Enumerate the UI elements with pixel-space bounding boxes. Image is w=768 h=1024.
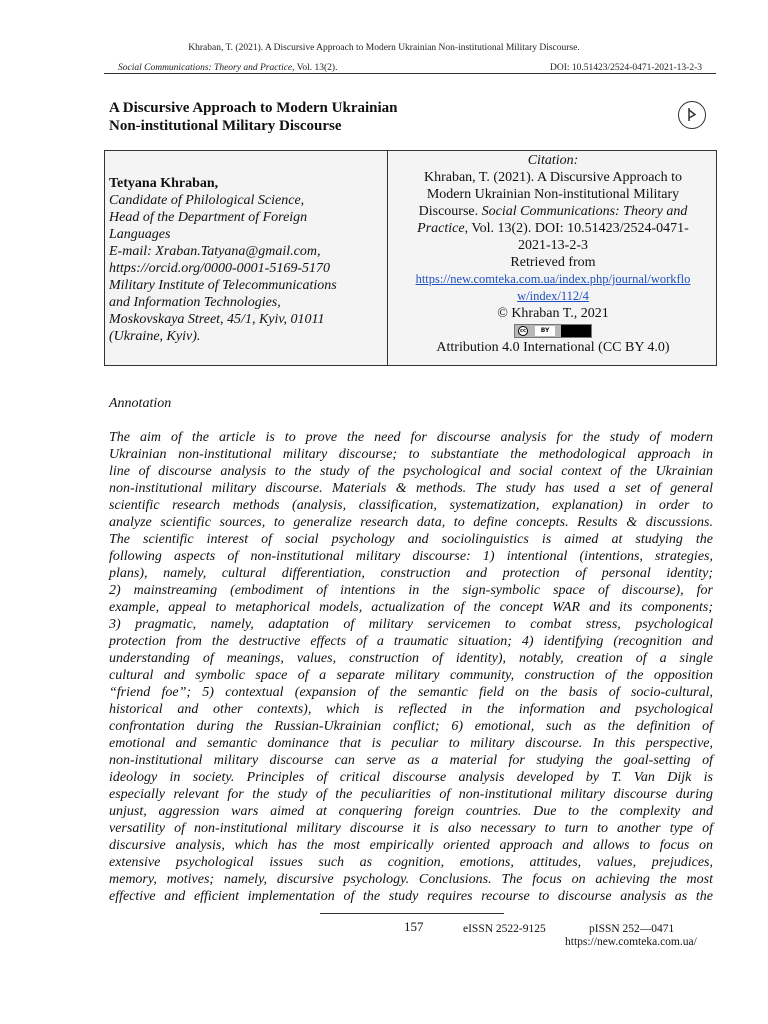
annotation-body <box>109 429 713 905</box>
article-title-line-2: Non-institutional Military Discourse <box>109 118 342 134</box>
abstract-line: extensive psychological issues such as cognition, emotions, attitudes, values, prejudices, <box>109 855 713 870</box>
article-doi: DOI: 10.51423/2524-0471-2021-13-2-3 <box>550 63 702 73</box>
cc-logo-icon: cc <box>518 326 528 336</box>
author-institution-cont: and Information Technologies, <box>109 295 281 310</box>
journal-url[interactable]: https://new.comteka.com.ua/ <box>565 936 697 948</box>
crossmark-icon[interactable] <box>678 101 706 129</box>
abstract-line: The aim of the article is to prove the need for discourse analysis for the study of modern <box>109 430 713 445</box>
annotation-heading: Annotation <box>109 396 172 411</box>
author-citation-table <box>104 150 717 366</box>
citation-url-line-1[interactable]: https://new.comteka.com.ua/index.php/journal/workflo <box>415 272 691 286</box>
abstract-line: emotional and semantic dominance that is peculiar to military discourse. In this perspective, <box>109 736 713 751</box>
abstract-line: protection from the destructive effects of a traumatic situation; 4) identifying (recognition and <box>109 634 713 649</box>
license-text: Attribution 4.0 International (CC BY 4.0) <box>436 340 670 355</box>
abstract-line: effective and efficient implementation of the study requires recourse to discourse analysis as the <box>109 889 713 904</box>
citation-volume-doi: , Vol. 13(2). DOI: 10.51423/2524-0471- <box>464 221 689 236</box>
abstract-line: line of discourse analysis to the study of the psychological and social context of the Ukrainian <box>109 464 713 479</box>
abstract-line: 3) pragmatic, namely, adaptation of military servicemen to combat stress, psychological <box>109 617 713 632</box>
author-location: (Ukraine, Kyiv). <box>109 329 201 344</box>
author-orcid[interactable]: https://orcid.org/0000-0001-5169-5170 <box>109 261 331 276</box>
abstract-line: especially relevant for the study of the peculiarities of non-institutional military discourse during <box>109 787 713 802</box>
abstract-line: understanding of meanings, values, construction of identity), notably, creation of a single <box>109 651 713 666</box>
author-name: Tetyana Khraban, <box>109 176 219 191</box>
pissn: pISSN 252—0471 <box>589 923 675 935</box>
abstract-line: “friend foe”; 5) contextual (expansion of the semantic field on the basis of socio-cultural, <box>109 685 713 700</box>
license-badge-row <box>393 322 713 339</box>
article-title-line-1: A Discursive Approach to Modern Ukrainian <box>109 100 398 116</box>
page-number: 157 <box>404 919 424 934</box>
citation-info <box>393 152 713 356</box>
journal-volume: , Vol. 13(2). <box>292 63 338 73</box>
abstract-line: versatility of non-institutional military discourse it is also necessary to turn to another type of <box>109 821 713 836</box>
abstract-line: non-institutional military discourse can serve as a material for studying the goal-setting of <box>109 753 713 768</box>
abstract-line: example, appeal to metaphorical models, actualization of the concept WAR and its components; <box>109 600 713 615</box>
author-position-cont: Languages <box>109 227 171 242</box>
author-position: Head of the Department of Foreign <box>109 210 308 225</box>
citation-url-line-2[interactable]: w/index/112/4 <box>517 289 589 303</box>
abstract-line: scientific research methods (analysis, classification, systematization, explanation) in order to <box>109 498 713 513</box>
abstract-line: cultural and symbolic space of a separate military community, construction of the opposition <box>109 668 713 683</box>
abstract-line: analyze scientific sources, to generalize research data, to define concepts. Results & discussions. <box>109 515 713 530</box>
author-address: Moskovskaya Street, 45/1, Kyiv, 01011 <box>109 312 325 327</box>
author-institution: Military Institute of Telecommunications <box>109 278 337 293</box>
abstract-line: historical and other contexts), which is reflected in the information and psychological <box>109 702 713 717</box>
abstract-line: ideology in society. Principles of critical discourse analysis developed by T. Van Dijk is <box>109 770 713 785</box>
citation-line-2: Modern Ukrainian Non-institutional Military <box>426 187 680 202</box>
abstract-line: discursive analysis, which has the most empirically oriented approach and allows to focus on <box>109 838 713 853</box>
citation-retrieved: Retrieved from <box>510 255 596 270</box>
citation-label: Citation: <box>527 153 579 168</box>
citation-line-4 <box>393 220 713 237</box>
cc-by-label: BY <box>535 326 555 336</box>
citation-journal-name-cont: Practice <box>417 221 465 236</box>
citation-line-3-text: Discourse. <box>418 204 482 219</box>
citation-line-1: Khraban, T. (2021). A Discursive Approach to <box>423 170 683 185</box>
citation-line-3 <box>393 203 713 220</box>
abstract-line: memory, motives; namely, discursive psychology. Conclusions. The focus on achieving the most <box>109 872 713 887</box>
abstract-line: confrontation during the Russian-Ukrainian conflict; 6) emotional, such as the definition of <box>109 719 713 734</box>
abstract-line: Ukrainian non-institutional military discourse; to substantiate the methodological approach in <box>109 447 713 462</box>
abstract-line: The scientific interest of social psychology and sociolinguistics is aimed at studying the <box>109 532 713 547</box>
running-title: Khraban, T. (2021). A Discursive Approach to Modern Ukrainian Non-institutional Military Discourse. <box>188 43 580 53</box>
abstract-line: plans), namely, cultural differentiation, construction and protection of personal identity; <box>109 566 713 581</box>
footer-rule <box>320 913 504 914</box>
header-rule <box>104 73 716 74</box>
author-info <box>109 175 381 345</box>
article-title <box>109 99 649 135</box>
abstract-line: following aspects of non-institutional military discourse: 1) intentional (intentions, strategies, <box>109 549 713 564</box>
author-degree: Candidate of Philological Science, <box>109 193 305 208</box>
copyright-notice: © Khraban T., 2021 <box>497 306 609 321</box>
abstract-line: 2) mainstreaming (embodiment of intentions in the sign-symbolic space of discourse), for <box>109 583 713 598</box>
table-divider <box>387 151 388 365</box>
abstract-line: non-institutional military discourse. Materials & methods. The study has used a set of general <box>109 481 713 496</box>
eissn: eISSN 2522-9125 <box>463 923 546 935</box>
author-email[interactable]: E-mail: Xraban.Tatyana@gmail.com, <box>109 244 321 259</box>
abstract-line: unjust, aggression wars aimed at conquering foreign countries. Due to the complexity and <box>109 804 713 819</box>
journal-name: Social Communications: Theory and Practice <box>118 63 293 73</box>
citation-journal-name: Social Communications: Theory and <box>481 204 688 219</box>
cc-by-license-icon[interactable] <box>514 324 592 338</box>
citation-line-5: 2021-13-2-3 <box>518 238 588 253</box>
